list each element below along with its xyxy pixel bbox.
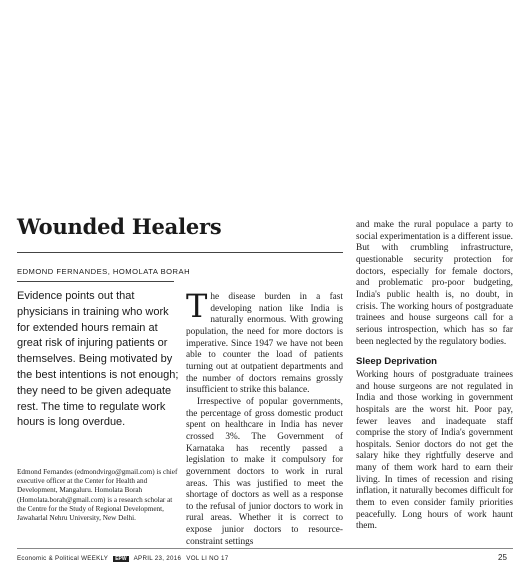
body-paragraph-3: Working hours of postgraduate trainees and house surgeons are not regulated in India and those working in government hospitals are the worst hit. Poor pay, fewer leaves and inadequate staff comprise the story of India's government hospitals. Senior doctors do not get the salary hike they rightfully deserve and many of them work hard to earn their living. In times of recession and rising inflation, it naturally becomes difficult for them to even consider family priorities peacefully. Long hours of work haunt them.	[356, 369, 513, 532]
footer-divider	[17, 548, 513, 549]
page-number: 25	[498, 553, 507, 562]
title-divider	[17, 252, 343, 253]
journal-name: Economic & Political WEEKLY	[17, 555, 109, 562]
authors-divider	[17, 281, 174, 282]
body-column-right	[356, 220, 513, 533]
body-paragraph-1-text: he disease burden in a fast developing nation like India is naturally enormous. With growing population, the need for more doctors is imperative. Since 1947 we have not been able to counter the load of patients turning out at outpatient departments and the number of doctors remains grossly insufficient to strike this balance.	[186, 292, 343, 396]
article-abstract: Evidence points out that physicians in training who work for extended hours remain at great risk of injuring patients or themselves. Being motivated by the best intentions is not enough; they need to be given adequate rest. The time to regulate work hours is long overdue.	[17, 290, 179, 429]
issue-volume: VOL LI NO 17	[186, 555, 229, 562]
epw-logo: EPW	[115, 555, 127, 562]
section-heading: Sleep Deprivation	[356, 356, 438, 368]
article-authors: EDMOND FERNANDES, HOMOLATA BORAH	[17, 267, 191, 276]
page-footer	[17, 555, 229, 562]
author-affiliations: Edmond Fernandes (edmondvirgo@gmail.com) is chief executive officer at the Center for Health and Development, Mangaluru. Homolata Borah (Homolata.borah@gmail.com) is a research scholar at the Centre for the Study of Regional Development, Jawaharlal Nehru University, New Delhi.	[17, 468, 178, 523]
body-paragraph-2: Irrespective of popular governments, the percentage of gross domestic product spent on healthcare in India has never crossed 3%. The Government of Karnataka has recently passed a legislation to make it compulsory for government doctors to work in rural areas. This was justified to meet the shortage of doctors as well as a response to the refusal of junior doctors to work in rural areas. Whether it is correct to expose junior doctors to resource-constraint settings	[186, 396, 343, 547]
drop-cap: T	[186, 287, 208, 325]
article-title: Wounded Healers	[17, 214, 222, 239]
body-column-middle	[186, 287, 343, 548]
body-paragraph-1	[186, 287, 343, 397]
body-paragraph-2-continued: and make the rural populace a party to social experimentation is a different issue. But with crumbling infrastructure, questionable security protection for doctors, especially for female doctors, and problematic pro-poor budgeting, India's public health is, no doubt, in crisis. The working hours of postgraduate trainees and house surgeons call for a serious introspection, which has so far been neglected by the regulatory bodies.	[356, 220, 513, 347]
issue-date: APRIL 23, 2016	[133, 555, 182, 562]
